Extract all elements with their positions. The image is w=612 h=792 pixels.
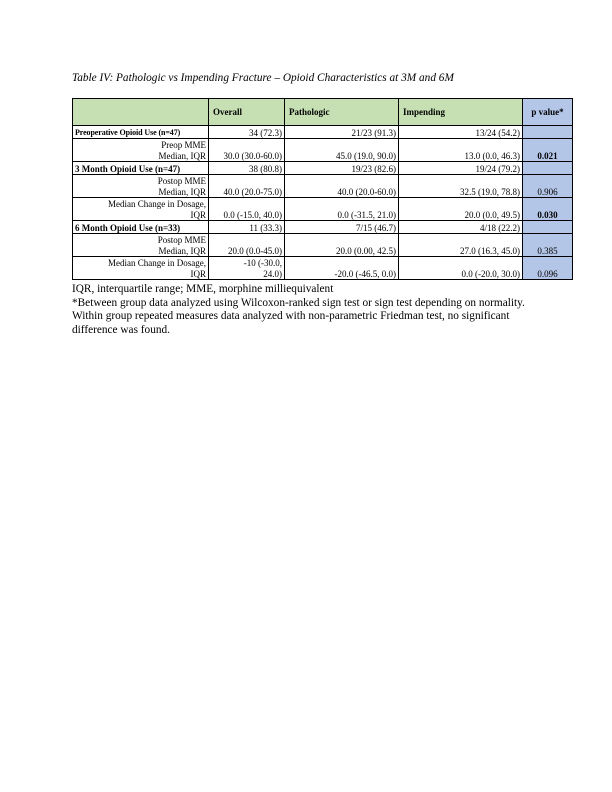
p-value-cell: 0.385: [523, 234, 573, 257]
overall-cell: 20.0 (0.0-45.0): [209, 234, 285, 257]
impending-cell: 20.0 (0.0, 49.5): [399, 198, 523, 221]
header-p-value: p value*: [523, 99, 573, 126]
p-value-cell: 0.021: [523, 139, 573, 162]
p-value-cell: [523, 221, 573, 234]
header-label: [73, 99, 209, 126]
pathologic-cell: 21/23 (91.3): [285, 126, 399, 139]
p-value-cell: [523, 162, 573, 175]
abbreviation-note: IQR, interquartile range; MME, morphine milliequivalent: [72, 283, 334, 295]
pathologic-cell: -20.0 (-46.5, 0.0): [285, 257, 399, 280]
row-label: Postop MME Median, IQR: [73, 234, 209, 257]
overall-cell: 38 (80.8): [209, 162, 285, 175]
table-row: [73, 198, 573, 221]
row-label: 6 Month Opioid Use (n=33): [73, 221, 209, 234]
impending-cell: 32.5 (19.0, 78.8): [399, 175, 523, 198]
p-value-cell: 0.096: [523, 257, 573, 280]
header-row: [73, 99, 573, 126]
overall-cell: 40.0 (20.0-75.0): [209, 175, 285, 198]
overall-cell: 0.0 (-15.0, 40.0): [209, 198, 285, 221]
impending-cell: 19/24 (79.2): [399, 162, 523, 175]
overall-cell: -10 (-30.0, 24.0): [209, 257, 285, 280]
p-value-cell: 0.030: [523, 198, 573, 221]
overall-cell: 34 (72.3): [209, 126, 285, 139]
row-label: Median Change in Dosage, IQR: [73, 198, 209, 221]
pathologic-cell: 45.0 (19.0, 90.0): [285, 139, 399, 162]
p-value-cell: 0.906: [523, 175, 573, 198]
footnotes: [72, 283, 552, 337]
methods-note: *Between group data analyzed using Wilcoxon-ranked sign test or sign test depending on normality. Within group repeated measures data analyzed with non-parametric Friedman test, no significant difference was found.: [72, 296, 525, 336]
pathologic-cell: 19/23 (82.6): [285, 162, 399, 175]
pathologic-cell: 40.0 (20.0-60.0): [285, 175, 399, 198]
overall-cell: 11 (33.3): [209, 221, 285, 234]
pathologic-cell: 0.0 (-31.5, 21.0): [285, 198, 399, 221]
pathologic-cell: 20.0 (0.00, 42.5): [285, 234, 399, 257]
row-label: 3 Month Opioid Use (n=47): [73, 162, 209, 175]
overall-cell: 30.0 (30.0-60.0): [209, 139, 285, 162]
table-row: [73, 234, 573, 257]
table-row: [73, 162, 573, 175]
row-label: Preop MME Median, IQR: [73, 139, 209, 162]
table-row: [73, 175, 573, 198]
impending-cell: 13/24 (54.2): [399, 126, 523, 139]
header-impending: Impending: [399, 99, 523, 126]
opioid-characteristics-table: [72, 98, 573, 280]
header-pathologic: Pathologic: [285, 99, 399, 126]
table-row: [73, 126, 573, 139]
header-overall: Overall: [209, 99, 285, 126]
row-label: Preoperative Opioid Use (n=47): [73, 126, 209, 139]
table-row: [73, 139, 573, 162]
impending-cell: 27.0 (16.3, 45.0): [399, 234, 523, 257]
impending-cell: 4/18 (22.2): [399, 221, 523, 234]
p-value-cell: [523, 126, 573, 139]
table-row: [73, 221, 573, 234]
table-row: [73, 257, 573, 280]
row-label: Postop MME Median, IQR: [73, 175, 209, 198]
pathologic-cell: 7/15 (46.7): [285, 221, 399, 234]
row-label: Median Change in Dosage, IQR: [73, 257, 209, 280]
table-caption: Table IV: Pathologic vs Impending Fracture – Opioid Characteristics at 3M and 6M: [72, 72, 454, 84]
impending-cell: 13.0 (0.0, 46.3): [399, 139, 523, 162]
impending-cell: 0.0 (-20.0, 30.0): [399, 257, 523, 280]
